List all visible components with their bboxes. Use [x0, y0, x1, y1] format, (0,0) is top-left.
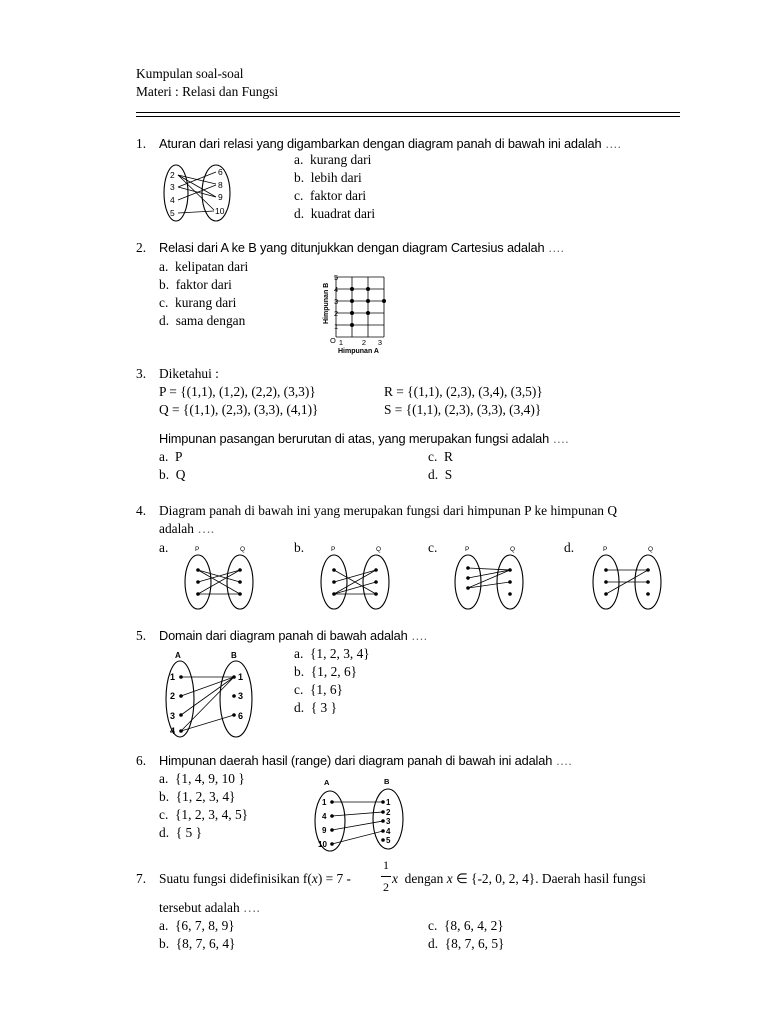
q5-left-label: 1	[170, 672, 176, 682]
q6-right-label: 5	[386, 836, 391, 845]
q7-option-a[interactable]	[159, 918, 235, 934]
option-letter: b.	[159, 467, 170, 482]
q5-set-b-label: B	[231, 651, 237, 660]
q2-option-a[interactable]	[159, 259, 248, 275]
option-letter: c.	[428, 449, 438, 464]
option-text: S	[444, 467, 453, 482]
q2-point	[350, 287, 354, 291]
q2-ytick: 1	[334, 322, 339, 331]
q3-option-b[interactable]	[159, 467, 185, 483]
q7-var2: x	[392, 871, 398, 886]
option-letter: a.	[294, 152, 304, 167]
q4-text-line2	[159, 521, 214, 537]
option-text: {8, 7, 6, 4}	[175, 936, 236, 951]
q5-option-b[interactable]	[294, 664, 357, 680]
q7-fraction-denominator: 2	[383, 880, 389, 894]
q5-left-label: 2	[170, 691, 176, 701]
q1-right-label: 10	[215, 206, 225, 216]
q6-set-a-label: A	[324, 778, 330, 787]
option-text: {8, 6, 4, 2}	[444, 918, 504, 933]
q6-right-label: 4	[386, 827, 391, 836]
q5-number: 5.	[136, 628, 147, 643]
q6-option-d[interactable]	[159, 825, 202, 841]
q3-set-s: S = {(1,1), (2,3), (3,3), (3,4)}	[384, 402, 542, 417]
q1-left-label: 5	[170, 208, 175, 218]
q2-point	[382, 299, 386, 303]
option-letter: b.	[294, 170, 305, 185]
option-letter: c.	[294, 188, 304, 203]
q7-text-start	[159, 871, 351, 887]
q1-option-d[interactable]	[294, 206, 375, 222]
option-letter: c.	[294, 682, 304, 697]
option-letter: a.	[159, 771, 169, 786]
option-letter: d.	[294, 206, 305, 221]
q2-ytick: 5	[334, 273, 339, 282]
q5-option-c[interactable]	[294, 682, 343, 698]
q5-left-label: 4	[170, 726, 176, 736]
q6-left-label: 9	[322, 826, 327, 835]
q1-number: 1.	[136, 136, 147, 151]
q4-set-q-label: Q	[376, 546, 382, 553]
option-text: sama dengan	[175, 313, 246, 328]
q6-left-label: 4	[322, 812, 327, 821]
q2-xlabel: Himpunan A	[338, 348, 379, 355]
option-text: {6, 7, 8, 9}	[175, 918, 235, 933]
option-text: {1, 6}	[310, 682, 343, 697]
q1-option-c[interactable]	[294, 188, 366, 204]
q2-ytick: 2	[334, 309, 339, 318]
header-rule-bottom	[136, 116, 680, 117]
q1-right-label: 9	[218, 192, 223, 202]
option-text: kuadrat dari	[310, 206, 376, 221]
q7-pre: Suatu fungsi didefinisikan f(	[159, 871, 312, 886]
q6-dots: ….	[555, 753, 572, 768]
q7-text-line2	[159, 900, 260, 916]
q2-xtick: 1	[338, 338, 344, 347]
option-letter: d.	[428, 467, 439, 482]
option-text: lebih dari	[310, 170, 362, 185]
header-rule-top	[136, 112, 680, 113]
option-text: R	[444, 449, 453, 464]
q3-question	[159, 431, 569, 447]
q4-diagram-c[interactable]	[450, 544, 530, 612]
q1-text-main: Aturan dari relasi yang digambarkan dengan diagram panah di bawah ini adalah	[159, 136, 602, 151]
option-letter: b.	[159, 277, 170, 292]
option-letter: a.	[159, 918, 169, 933]
q3-option-c[interactable]	[428, 449, 453, 465]
q5-left-label: 3	[170, 711, 176, 721]
option-letter: d.	[428, 936, 439, 951]
option-letter: a.	[159, 449, 169, 464]
q5-dots: ….	[410, 628, 428, 643]
q1-left-label: 3	[170, 182, 175, 192]
q1-text	[159, 136, 621, 152]
q5-right-label: 1	[238, 672, 244, 682]
q4-set-q-label: Q	[648, 546, 654, 553]
q2-text	[159, 240, 564, 256]
q7-option-b[interactable]	[159, 936, 235, 952]
option-text: faktor dari	[310, 188, 367, 203]
q4-set-p-label: P	[465, 546, 470, 553]
option-text: {1, 4, 9, 10 }	[175, 771, 245, 786]
q4-text: Diagram panah di bawah ini yang merupakan fungsi dari himpunan P ke himpunan Q	[159, 503, 618, 518]
q6-option-a[interactable]	[159, 771, 245, 787]
q6-option-b[interactable]	[159, 789, 235, 805]
option-letter: d.	[294, 700, 305, 715]
q1-left-label: 2	[170, 170, 175, 180]
q2-option-b[interactable]	[159, 277, 232, 293]
option-text: kurang dari	[175, 295, 237, 310]
q2-dots: ….	[547, 240, 564, 255]
q7-fraction-bar	[381, 876, 391, 877]
q2-point	[350, 299, 354, 303]
option-letter: d.	[159, 313, 170, 328]
q1-arrows	[178, 172, 216, 213]
option-text: { 5 }	[175, 825, 202, 840]
q4-set-p-label: P	[603, 546, 608, 553]
q4-number: 4.	[136, 503, 147, 518]
q1-arrow-diagram	[160, 160, 240, 226]
option-letter: a.	[294, 646, 304, 661]
q4-dots: ….	[197, 521, 215, 536]
q7-option-c[interactable]	[428, 918, 504, 934]
q2-option-d[interactable]	[159, 313, 245, 329]
q5-right-label: 6	[238, 711, 244, 721]
q6-text-main: Himpunan daerah hasil (range) dari diagram panah di bawah ini adalah	[159, 753, 553, 768]
option-letter: c.	[159, 807, 169, 822]
q3-set-p: P = {(1,1), (1,2), (2,2), (3,3)}	[159, 384, 316, 399]
option-letter: d.	[159, 825, 170, 840]
q2-point	[366, 299, 370, 303]
option-text: kurang dari	[310, 152, 372, 167]
q7-dots: ….	[243, 900, 260, 915]
option-letter: c.	[159, 295, 169, 310]
q2-origin: O	[330, 336, 336, 345]
q7-mid: ) = 7 -	[317, 871, 352, 886]
q7-var: x	[311, 871, 318, 886]
q2-point	[350, 323, 354, 327]
q7-option-d[interactable]	[428, 936, 504, 952]
q7-line2-main: tersebut adalah	[159, 900, 240, 915]
option-text: {8, 7, 6, 5}	[444, 936, 505, 951]
q4-option-b-label[interactable]: b.	[294, 540, 305, 555]
q3-dots: ….	[552, 431, 569, 446]
q6-right-label: 2	[386, 808, 391, 817]
option-text: P	[175, 449, 183, 464]
q4-set-p-label: P	[195, 546, 200, 553]
q4-option-c-label[interactable]: c.	[428, 540, 438, 555]
q2-cartesian-diagram	[316, 266, 406, 360]
doc-subtitle: Materi : Relasi dan Fungsi	[136, 84, 279, 99]
option-text: Q	[175, 467, 186, 482]
q1-option-a[interactable]	[294, 152, 371, 168]
option-text: {1, 2, 6}	[310, 664, 358, 679]
option-text: {1, 2, 3, 4}	[310, 646, 370, 661]
q6-right-label: 1	[386, 798, 391, 807]
q4-option-a-label[interactable]: a.	[159, 540, 169, 555]
q1-left-label: 4	[170, 195, 175, 205]
q7-element-of: ∈	[456, 871, 468, 886]
q6-left-label: 10	[318, 840, 327, 849]
q5-option-a[interactable]	[294, 646, 370, 662]
q2-option-c[interactable]	[159, 295, 236, 311]
q6-right-label: 3	[386, 817, 391, 826]
q6-set-b-label: B	[384, 777, 390, 786]
q2-point	[350, 311, 354, 315]
option-letter: a.	[159, 259, 169, 274]
q5-text-main: Domain dari diagram panah di bawah adalah	[159, 628, 408, 643]
q3-option-a[interactable]	[159, 449, 182, 465]
q2-ylabel: Himpunan B	[323, 282, 330, 324]
q3-option-d[interactable]	[428, 467, 452, 483]
q5-arrow-diagram	[164, 648, 268, 740]
q6-number: 6.	[136, 753, 147, 768]
doc-title: Kumpulan soal-soal	[136, 66, 244, 81]
option-text: kelipatan dari	[175, 259, 249, 274]
q2-point	[366, 287, 370, 291]
q3-text: Diketahui :	[159, 366, 219, 381]
q4-diagram-a[interactable]	[180, 544, 260, 612]
q2-point	[366, 311, 370, 315]
q1-right-label: 6	[218, 167, 223, 177]
q2-number: 2.	[136, 240, 147, 255]
q2-ytick: 3	[334, 297, 339, 306]
q6-option-c[interactable]	[159, 807, 248, 823]
q7-post1: dengan	[404, 871, 444, 886]
q5-option-d[interactable]	[294, 700, 337, 716]
q4-option-d-label[interactable]: d.	[564, 540, 575, 555]
q1-right-label: 8	[218, 180, 223, 190]
q5-set-a-label: A	[175, 651, 181, 660]
option-letter: b.	[294, 664, 305, 679]
q2-xtick: 2	[361, 338, 367, 347]
q6-text	[159, 753, 572, 769]
q4-diagram-d[interactable]	[588, 544, 668, 612]
q4-set-q-label: Q	[510, 546, 516, 553]
q2-grid	[336, 277, 384, 337]
q5-text	[159, 628, 427, 644]
q1-dots: ….	[604, 136, 621, 151]
q4-set-q-label: Q	[240, 546, 246, 553]
q1-option-b[interactable]	[294, 170, 362, 186]
q6-left-label: 1	[322, 798, 327, 807]
q3-number: 3.	[136, 366, 147, 381]
q2-text-main: Relasi dari A ke B yang ditunjukkan dengan diagram Cartesius adalah	[159, 240, 545, 255]
q3-set-r: R = {(1,1), (2,3), (3,4), (3,5)}	[384, 384, 543, 399]
option-text: {1, 2, 3, 4}	[175, 789, 236, 804]
option-letter: b.	[159, 936, 170, 951]
q7-post2: {-2, 0, 2, 4}. Daerah hasil fungsi	[471, 871, 647, 886]
q7-var3: x	[446, 871, 453, 886]
option-letter: c.	[428, 918, 438, 933]
q6-arrow-diagram	[312, 776, 412, 852]
option-text: {1, 2, 3, 4, 5}	[175, 807, 249, 822]
q7-text-end	[392, 871, 646, 887]
q2-xtick: 3	[377, 338, 383, 347]
option-text: { 3 }	[310, 700, 337, 715]
q4-set-p-label: P	[331, 546, 336, 553]
q2-ytick: 4	[334, 285, 339, 294]
q4-text2-main: adalah	[159, 521, 194, 536]
q3-question-main: Himpunan pasangan berurutan di atas, yang merupakan fungsi adalah	[159, 431, 550, 446]
q4-diagram-b[interactable]	[316, 544, 396, 612]
option-text: faktor dari	[175, 277, 232, 292]
q7-number: 7.	[136, 871, 147, 886]
q5-right-label: 3	[238, 691, 244, 701]
q3-set-q: Q = {(1,1), (2,3), (3,3), (4,1)}	[159, 402, 319, 417]
option-letter: b.	[159, 789, 170, 804]
q7-fraction-numerator: 1	[383, 858, 389, 872]
